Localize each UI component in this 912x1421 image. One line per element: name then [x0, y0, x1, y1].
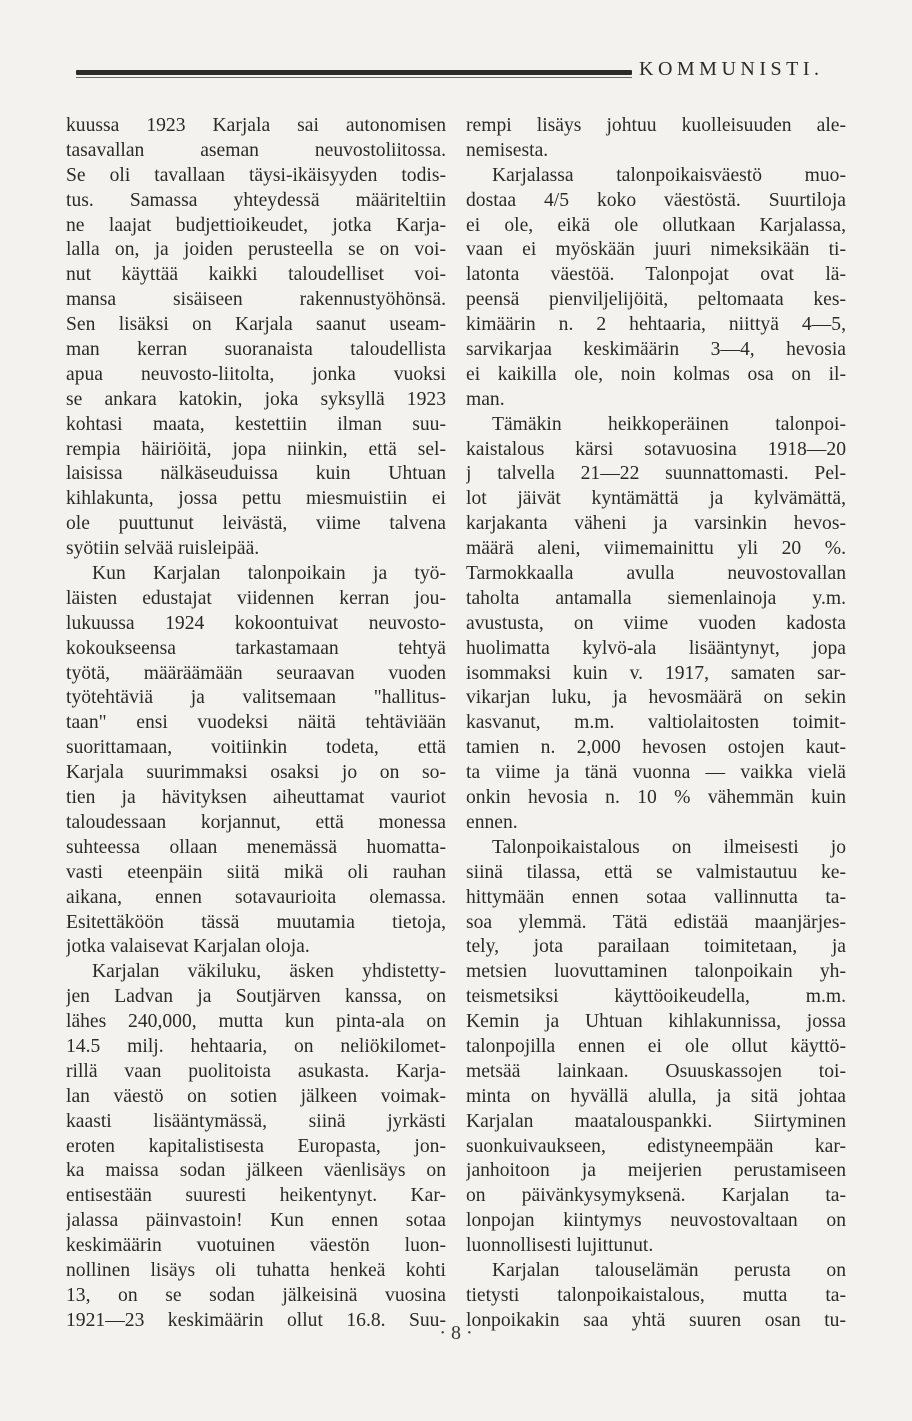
text-line: kasvanut, m.m. valtiolaitosten toimit-	[466, 712, 846, 734]
text-line: lot jäivät kyntämättä ja kylvämättä,	[466, 488, 846, 510]
text-line: suhteessa ollaan menemässä huomatta-	[66, 836, 446, 858]
text-line: Sen lisäksi on Karjala saanut useam-	[66, 314, 446, 336]
text-line: sarvikarjaa keskimäärin 3—4, hevosia	[466, 339, 846, 361]
text-line: rempia häiriöitä, jopa niinkin, että sel-	[66, 438, 446, 460]
text-line: j talvella 21—22 suunnattomasti. Pel-	[466, 463, 846, 485]
right-column	[466, 114, 846, 1334]
text-line: Karjalan väkiluku, äsken yhdistetty-	[92, 961, 446, 983]
text-line: läisten edustajat viidennen kerran jou-	[66, 587, 446, 609]
text-line: metsää lainkaan. Osuuskassojen toi-	[466, 1060, 846, 1082]
text-line: isommaksi kuin v. 1917, samaten sar-	[466, 662, 846, 684]
text-line: janhoitoon ja meijerien perustamiseen	[466, 1160, 846, 1182]
text-line: tely, jota parailaan toimitetaan, ja	[466, 936, 846, 958]
text-line: mansa sisäiseen rakennustyöhönsä.	[66, 289, 446, 311]
text-line: Karjalan maatalouspankki. Siirtyminen	[466, 1110, 846, 1132]
text-line: nemisesta.	[466, 139, 549, 161]
text-line: Tämäkin heikkoperäinen talonpoi-	[492, 413, 846, 435]
text-line: metsien luovuttaminen talonpoikain yh-	[466, 961, 846, 983]
text-line: lalla on, ja joiden perusteella se on voi-	[66, 239, 446, 261]
publication-title: KOMMUNISTI.	[639, 58, 824, 80]
text-line: Esitettäköön tässä muutamia tietoja,	[66, 911, 446, 933]
text-line: määrä aleni, viimemainittu yli 20 %.	[466, 538, 846, 560]
text-line: lähes 240,000, mutta kun pinta-ala on	[66, 1011, 446, 1033]
text-line: nollinen lisäys oli tuhatta henkeä kohti	[66, 1259, 446, 1281]
text-line: kihlakunta, jossa pettu miesmuistiin ei	[66, 488, 446, 510]
text-line: rillä vaan puolitoista asukasta. Karja-	[66, 1060, 446, 1082]
text-line: taan" ensi vuodeksi näitä tehtäviään	[66, 712, 446, 734]
text-line: vaan ei myöskään juuri nimeksikään ti-	[466, 239, 846, 261]
text-line: tus. Samassa yhteydessä määriteltiin	[66, 189, 446, 211]
text-line: Se oli tavallaan täysi-ikäisyyden todis-	[66, 164, 446, 186]
text-line: peensä pienviljelijöitä, peltomaata kes-	[466, 289, 846, 311]
text-line: eroten kapitalistisesta Europasta, jon-	[66, 1135, 446, 1157]
text-line: talonpojilla ennen ei ole ollut käyttö-	[466, 1035, 846, 1057]
text-line: tasavallan aseman neuvostoliitossa.	[66, 139, 446, 161]
text-line: Talonpoikaistalous on ilmeisesti jo	[492, 836, 846, 858]
text-line: Tarmokkaalla avulla neuvostovallan	[466, 563, 846, 585]
text-line: taholta antamalla siemenlainoja y.m.	[466, 587, 846, 609]
text-line: taloudessaan korjannut, että monessa	[66, 811, 446, 833]
text-line: aikana, ennen sotavaurioita olemassa.	[66, 886, 446, 908]
left-column	[66, 114, 446, 1334]
text-line: karjakanta väheni ja varsinkin hevos-	[466, 513, 846, 535]
text-line: soa ylemmä. Tätä edistää maanjärjes-	[466, 911, 846, 933]
text-line: lukuussa 1924 kokoontuivat neuvosto-	[66, 612, 446, 634]
text-line: lonpoikakin saa yhtä suuren osan tu-	[466, 1309, 846, 1331]
text-line: suonkuivaukseen, edistyneempään kar-	[466, 1135, 846, 1157]
text-line: jotka valaisevat Karjalan oloja.	[66, 936, 310, 958]
page-number: · 8 ·	[439, 1322, 473, 1344]
text-line: työtehtäviä ja valitsemaan "hallitus-	[66, 687, 446, 709]
text-line: ole puuttunut leivästä, viime talvena	[66, 513, 446, 535]
text-line: huolimatta kylvö-ala lisääntynyt, jopa	[466, 637, 846, 659]
text-line: jalassa päinvastoin! Kun ennen sotaa	[66, 1210, 446, 1232]
text-line: ne laajat budjettioikeudet, jotka Karja-	[66, 214, 446, 236]
text-line: 13, on se sodan jälkeisinä vuosina	[66, 1284, 446, 1306]
text-line: ei kaikilla ole, noin kolmas osa on il-	[466, 363, 846, 385]
header-rule-thin	[76, 77, 632, 78]
text-line: vikarjan luku, ja hevosmäärä on sekin	[466, 687, 846, 709]
text-line: avustusta, on viime vuoden kadosta	[466, 612, 846, 634]
text-line: suorittamaan, voitiinkin todeta, että	[66, 737, 446, 759]
text-line: latonta väestöä. Talonpojat ovat lä-	[466, 264, 846, 286]
page-header	[76, 58, 856, 88]
text-line: ei ole, eikä ole ollutkaan Karjalassa,	[466, 214, 846, 236]
text-line: siinä tilassa, että se valmistautuu ke-	[466, 861, 846, 883]
text-line: se ankara katokin, joka syksyllä 1923	[66, 388, 446, 410]
text-line: kuussa 1923 Karjala sai autonomisen	[66, 115, 446, 136]
text-line: syötiin selvää ruisleipää.	[66, 538, 260, 560]
text-line: Karjalassa talonpoikaisväestö muo-	[492, 164, 846, 186]
text-line: Kemin ja Uhtuan kihlakunnissa, jossa	[466, 1011, 846, 1033]
text-line: nut käyttää kaikki taloudelliset voi-	[66, 264, 446, 286]
text-line: hittymään ennen sotaa vallinnutta ta-	[466, 886, 846, 908]
text-line: kimäärin n. 2 hehtaaria, niittyä 4—5,	[466, 314, 846, 336]
text-line: keskimäärin vuotuinen väestön luon-	[66, 1235, 446, 1257]
text-line: tien ja hävityksen aiheuttamat vauriot	[66, 787, 446, 809]
text-line: man.	[466, 388, 505, 410]
text-line: työtä, määräämään seuraavan vuoden	[66, 662, 446, 684]
text-line: ta viime ja tänä vuonna — vaikka vielä	[466, 762, 846, 784]
text-line: ka maissa sodan jälkeen väenlisäys on	[66, 1160, 446, 1182]
text-line: Kun Karjalan talonpoikain ja työ-	[92, 563, 446, 585]
text-line: lan väestö on sotien jälkeen voimak-	[66, 1085, 446, 1107]
text-line: tietysti talonpoikaistalous, mutta ta-	[466, 1284, 846, 1306]
text-line: kaistalous kärsi sotavuosina 1918—20	[466, 438, 846, 460]
text-line: entisestään suuresti heikentynyt. Kar-	[66, 1185, 446, 1207]
text-line: lonpojan kiintymys neuvostovaltaan on	[466, 1210, 846, 1232]
text-line: apua neuvosto-liitolta, jonka vuoksi	[66, 363, 446, 385]
text-line: man kerran suoranaista taloudellista	[66, 339, 446, 361]
text-line: tamien n. 2,000 hevosen ostojen kaut-	[466, 737, 846, 759]
text-line: minta on hyvällä alulla, ja sitä johtaa	[466, 1085, 846, 1107]
text-line: jen Ladvan ja Soutjärven kanssa, on	[66, 986, 446, 1008]
text-line: 1921—23 keskimäärin ollut 16.8. Suu-	[66, 1309, 446, 1331]
text-line: vasti eteenpäin siitä mikä oli rauhan	[66, 861, 446, 883]
text-line: on päivänkysymyksenä. Karjalan ta-	[466, 1185, 846, 1207]
text-line: luonnollisesti lujittunut.	[466, 1235, 654, 1257]
text-line: ennen.	[466, 811, 518, 833]
text-line: Karjalan talouselämän perusta on	[492, 1259, 846, 1281]
text-line: 14.5 milj. hehtaaria, on neliökilomet-	[66, 1035, 446, 1057]
text-line: laisissa nälkäseuduissa kuin Uhtuan	[66, 463, 446, 485]
text-line: teismetsiksi käyttöoikeudella, m.m.	[466, 986, 846, 1008]
header-rule	[76, 70, 632, 75]
text-line: kokoukseensa tarkastamaan tehtyä	[66, 637, 446, 659]
text-line: rempi lisäys johtuu kuolleisuuden ale-	[466, 115, 846, 136]
text-line: Karjala suurimmaksi osaksi jo on so-	[66, 762, 446, 784]
text-line: dostaa 4/5 koko väestöstä. Suurtiloja	[466, 189, 846, 211]
text-line: onkin hevosia n. 10 % vähemmän kuin	[466, 787, 846, 809]
text-line: kohtasi maata, kestettiin ilman suu-	[66, 413, 446, 435]
text-line: kaasti lisääntymässä, siinä jyrkästi	[66, 1110, 446, 1132]
